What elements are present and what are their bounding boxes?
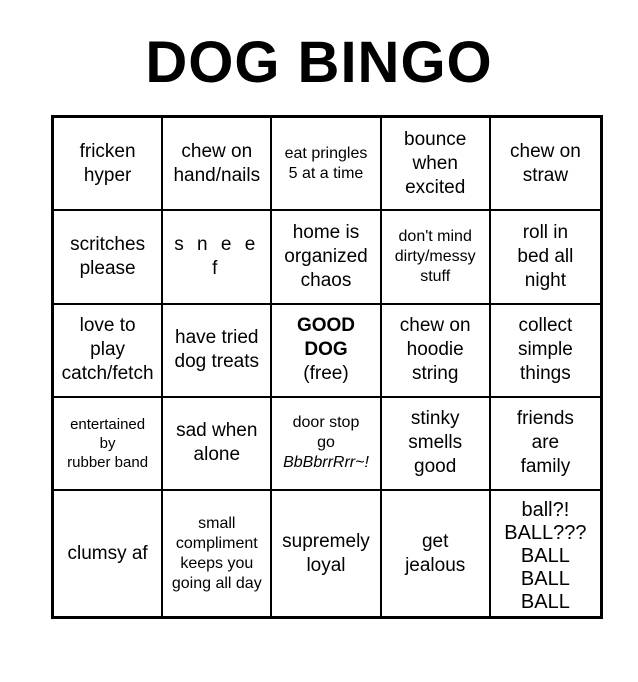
cell-text: sad when alone <box>176 420 258 466</box>
bingo-cell[interactable] <box>54 491 163 616</box>
cell-text: have tried dog treats <box>174 327 260 373</box>
cell-text: scritches please <box>70 233 146 279</box>
bingo-cell[interactable] <box>382 118 491 211</box>
bingo-cell[interactable] <box>272 118 381 211</box>
cell-text: love to play catch/fetch <box>61 315 154 385</box>
cell-text: don't mind dirty/messy stuff <box>394 227 476 285</box>
cell-text: bounce when excited <box>404 128 467 198</box>
cell-text: friends are family <box>516 408 574 478</box>
cell-text: supremely loyal <box>282 530 370 576</box>
bingo-grid <box>51 115 603 619</box>
bingo-cell[interactable] <box>163 305 272 398</box>
bingo-cell[interactable] <box>272 211 381 304</box>
cell-text: collect simple things <box>517 315 573 385</box>
cell-text: clumsy af <box>67 542 148 564</box>
bingo-cell[interactable] <box>491 211 600 304</box>
bingo-cell[interactable] <box>54 118 163 211</box>
bingo-cell[interactable] <box>54 211 163 304</box>
bingo-cell[interactable] <box>491 305 600 398</box>
bingo-cell[interactable] <box>491 491 600 616</box>
bingo-cell[interactable] <box>382 491 491 616</box>
cell-text: fricken hyper <box>79 140 136 186</box>
page-title: DOG BINGO <box>145 30 493 95</box>
cell-text: roll in bed all night <box>517 221 574 291</box>
free-space[interactable] <box>272 305 381 398</box>
cell-text: s n e e f <box>174 233 260 279</box>
bingo-cell[interactable] <box>491 398 600 491</box>
cell-text: stinky smells good <box>408 408 463 478</box>
bingo-cell[interactable] <box>272 398 381 491</box>
free-space-note: (free) <box>303 363 349 385</box>
cell-text: chew on straw <box>510 140 581 186</box>
cell-text: chew on hoodie string <box>399 315 471 385</box>
bingo-cell[interactable] <box>382 305 491 398</box>
bingo-cell[interactable] <box>163 211 272 304</box>
cell-text: small compliment keeps you going all day <box>171 514 262 592</box>
cell-text: chew on hand/nails <box>173 140 261 186</box>
bingo-cell[interactable] <box>163 118 272 211</box>
bingo-cell[interactable] <box>163 398 272 491</box>
cell-text: door stop go <box>292 414 360 452</box>
cell-text: ball?! BALL??? BALL BALL BALL <box>504 499 587 613</box>
cell-text: entertained by rubber band <box>67 415 149 471</box>
bingo-cell[interactable] <box>54 398 163 491</box>
cell-text: eat pringles 5 at a time <box>284 144 368 182</box>
bingo-cell[interactable] <box>163 491 272 616</box>
cell-text: home is organized chaos <box>284 221 368 291</box>
bingo-cell[interactable] <box>272 491 381 616</box>
bingo-cell[interactable] <box>54 305 163 398</box>
door-stop-sound: BbBbrrRrr~! <box>283 454 369 472</box>
bingo-cell[interactable] <box>382 398 491 491</box>
free-space-label: GOOD DOG <box>296 315 356 361</box>
bingo-cell[interactable] <box>491 118 600 211</box>
bingo-cell[interactable] <box>382 211 491 304</box>
cell-text: get jealous <box>405 530 466 576</box>
